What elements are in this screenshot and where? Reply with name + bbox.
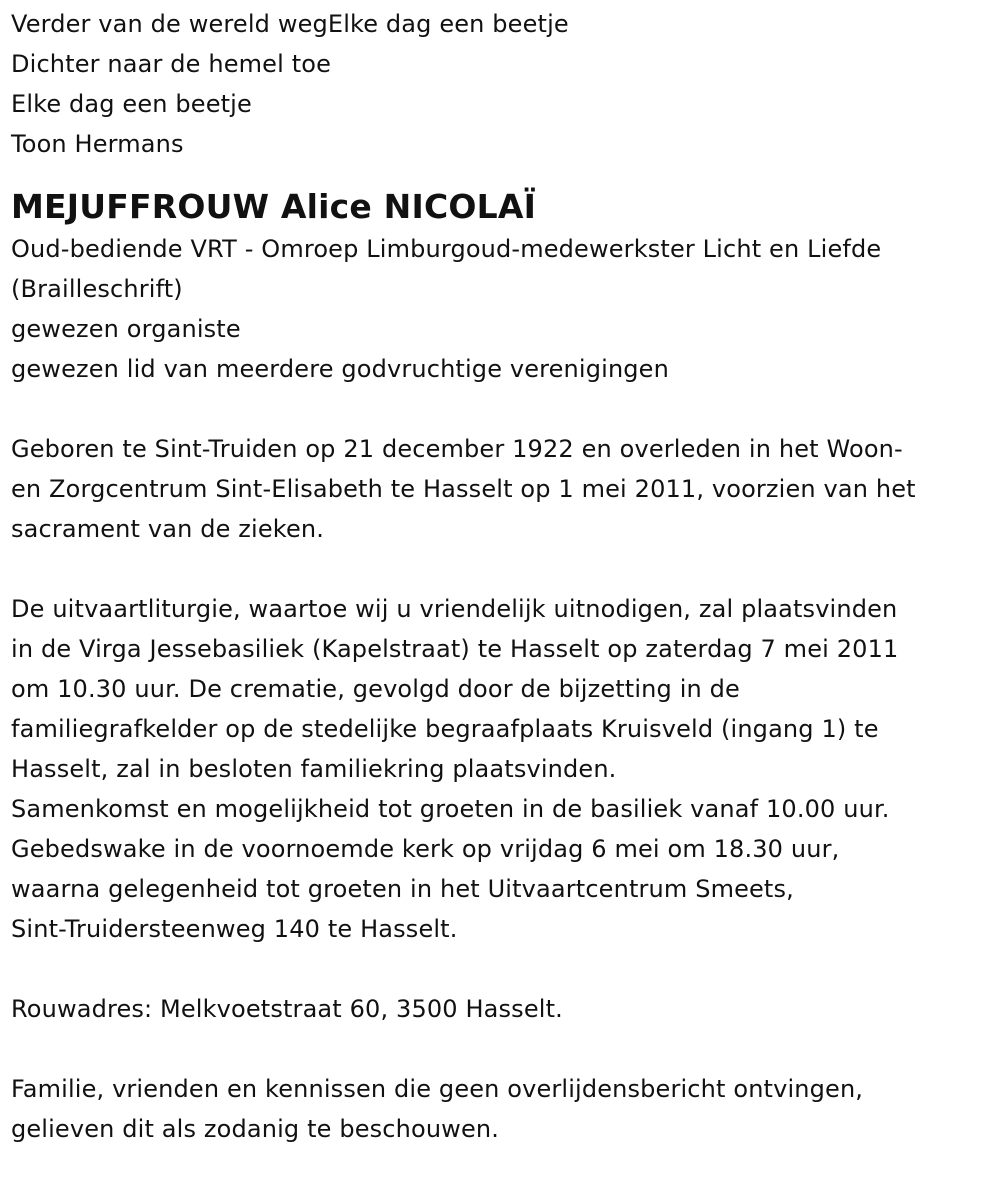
paragraph-line: Familie, vrienden en kennissen die geen overlijdensbericht ontvingen,	[11, 1075, 864, 1103]
paragraph-line: en Zorgcentrum Sint-Elisabeth te Hasselt op 1 mei 2011, voorzien van het	[11, 475, 916, 503]
paragraph-line: De uitvaartliturgie, waartoe wij u vriendelijk uitnodigen, zal plaatsvinden	[11, 595, 898, 623]
paragraph-line: Gebedswake in de voornoemde kerk op vrijdag 6 mei om 18.30 uur,	[11, 835, 840, 863]
notice-paragraph	[11, 1069, 991, 1149]
paragraph-line: waarna gelegenheid tot groeten in het Uitvaartcentrum Smeets,	[11, 875, 794, 903]
paragraph-line: Samenkomst en mogelijkheid tot groeten in de basiliek vanaf 10.00 uur.	[11, 795, 890, 823]
paragraph-line: in de Virga Jessebasiliek (Kapelstraat) te Hasselt op zaterdag 7 mei 2011	[11, 635, 899, 663]
funeral-paragraph	[11, 589, 991, 949]
poem-line: Elke dag een beetje	[11, 90, 252, 118]
spacer	[11, 549, 991, 589]
spacer	[11, 949, 991, 989]
deceased-titles	[11, 229, 991, 389]
obituary-document	[11, 4, 991, 1149]
paragraph-line: familiegrafkelder op de stedelijke begraafplaats Kruisveld (ingang 1) te	[11, 715, 879, 743]
paragraph-line: Sint-Truidersteenweg 140 te Hasselt.	[11, 915, 458, 943]
mourning-address: Rouwadres: Melkvoetstraat 60, 3500 Hasselt.	[11, 995, 563, 1023]
title-line: Oud-bediende VRT - Omroep Limburgoud-medewerkster Licht en Liefde	[11, 235, 882, 263]
title-line: (Brailleschrift)	[11, 275, 183, 303]
spacer	[11, 389, 991, 429]
birth-death-paragraph	[11, 429, 991, 549]
paragraph-line: Hasselt, zal in besloten familiekring plaatsvinden.	[11, 755, 617, 783]
paragraph-line: gelieven dit als zodanig te beschouwen.	[11, 1115, 500, 1143]
title-line: gewezen lid van meerdere godvruchtige verenigingen	[11, 355, 669, 383]
spacer	[11, 164, 991, 185]
paragraph-line: om 10.30 uur. De crematie, gevolgd door de bijzetting in de	[11, 675, 740, 703]
paragraph-line: Geboren te Sint-Truiden op 21 december 1922 en overleden in het Woon-	[11, 435, 903, 463]
deceased-name: MEJUFFROUW Alice NICOLAÏ	[11, 187, 537, 226]
poem	[11, 4, 991, 164]
paragraph-line: sacrament van de zieken.	[11, 515, 325, 543]
title-line: gewezen organiste	[11, 315, 241, 343]
poem-line: Dichter naar de hemel toe	[11, 50, 332, 78]
spacer	[11, 1029, 991, 1069]
poem-line: Verder van de wereld wegElke dag een beetje	[11, 10, 569, 38]
poem-author: Toon Hermans	[11, 130, 184, 158]
